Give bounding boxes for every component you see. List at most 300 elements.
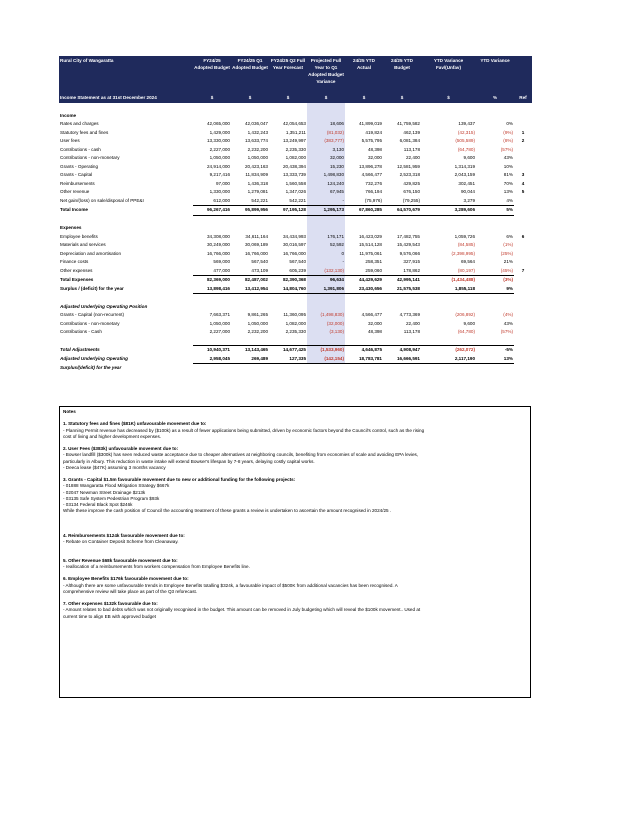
row-value: (42,315) — [457, 129, 475, 135]
spacer-cell — [231, 364, 269, 373]
section-title: Income — [60, 112, 77, 118]
table-row — [59, 328, 532, 337]
spacer-cell — [307, 112, 345, 121]
table-row — [59, 146, 532, 155]
row-value: 13,898,416 — [193, 285, 231, 294]
row-value: 13,333,739 — [283, 172, 306, 177]
spacer-cell — [231, 215, 269, 224]
spacer-cell — [345, 337, 383, 346]
adjusted-surplus-row — [59, 355, 532, 364]
row-ref: 7 — [521, 267, 525, 273]
spacer-cell — [514, 294, 532, 303]
row-label: Employee benefits — [60, 233, 98, 239]
spacer-cell — [383, 337, 421, 346]
spacer-cell — [421, 364, 476, 373]
row-value: 15,429,543 — [397, 242, 420, 247]
total-adjustments-row — [59, 346, 532, 355]
spacer-cell — [345, 303, 383, 312]
row-value: 612,000 — [213, 197, 230, 203]
row-label: Contributions - non-monetary — [60, 155, 120, 160]
spacer-cell — [345, 112, 383, 121]
row-ref: 6 — [521, 233, 525, 239]
row-value: 67,860,285 — [345, 206, 383, 216]
row-value: 13,249,997 — [283, 138, 306, 143]
row-label: Adjusted Underlying Operating — [60, 355, 128, 361]
row-ref — [514, 320, 532, 329]
row-label: Contributions - cash — [60, 146, 101, 152]
row-value: 9,217,416 — [209, 172, 230, 177]
row-value: 473,109 — [251, 267, 268, 273]
spacer-cell — [345, 224, 383, 233]
row-value: 1,050,000 — [247, 155, 268, 160]
spacer-cell — [514, 215, 532, 224]
spacer-cell — [514, 224, 532, 233]
row-value: (45%) — [500, 267, 513, 273]
income-statement-table — [59, 56, 532, 373]
row-value: 1,498,830 — [307, 171, 345, 180]
row-value: 42,065,000 — [207, 121, 230, 126]
row-value: 2,227,000 — [209, 146, 230, 152]
row-value: 14,677,425 — [269, 346, 307, 355]
spacer-cell — [421, 103, 476, 112]
row-label: User fees — [60, 138, 80, 143]
note-heading: 7. Other expenses $132k favourable due to: — [63, 601, 158, 607]
note-line: - Bowser landfill ($300k) has seen reduced waste acceptance due to cheaper alternatives at neighboring councils, benefiting from economies of scale and avoiding EPA levies, — [63, 452, 419, 458]
row-value: 113,178 — [403, 329, 420, 334]
column-header: FY24/25 Adopted Budget — [193, 56, 231, 92]
notes-title: Notes — [63, 409, 76, 414]
row-value: 176,171 — [307, 233, 345, 242]
row-value: 327,915 — [403, 259, 420, 264]
row-value: (79,255) — [402, 197, 420, 203]
spacer-cell — [476, 303, 514, 312]
spacer-cell — [193, 337, 231, 346]
spacer-cell — [231, 337, 269, 346]
row-value: 6,081,384 — [399, 138, 420, 143]
spacer-cell — [383, 224, 421, 233]
row-value: 96,634 — [307, 276, 345, 285]
header-units-row — [59, 92, 532, 103]
unit-label: $ — [231, 92, 269, 103]
total-income-row — [59, 206, 532, 216]
row-value: (4%) — [503, 312, 513, 317]
table-row — [59, 154, 532, 163]
note-line: comprehensive review will take place as part of the Q3 reforecast. — [63, 588, 198, 594]
row-label: Contributions - Cash — [60, 329, 102, 334]
spacer-cell — [421, 294, 476, 303]
row-value: (3%) — [476, 276, 514, 285]
row-value: 44,429,629 — [345, 276, 383, 285]
note-line: - 02047 Newman Street Drainage $213k — [63, 489, 146, 495]
row-value: 82,487,002 — [231, 276, 269, 285]
row-value: 32,000 — [307, 154, 345, 163]
row-value: 542,221 — [251, 197, 268, 203]
row-value: 1,855,118 — [421, 285, 476, 294]
row-value: 18,606 — [307, 120, 345, 129]
spacer-cell — [269, 337, 307, 346]
row-value: 1,314,319 — [454, 163, 475, 169]
table-row — [59, 258, 532, 267]
spacer-cell — [476, 215, 514, 224]
row-ref — [514, 197, 532, 206]
note-heading: 1. Statutory fees and fines ($81K) unfavourable movement due to: — [63, 421, 207, 427]
row-value: 2,043,159 — [454, 172, 475, 177]
row-value: 52,592 — [307, 241, 345, 250]
row-ref — [514, 146, 532, 155]
note-line: cost of living and higher development expenses. — [63, 433, 162, 439]
row-value: 4,566,477 — [361, 312, 382, 317]
spacer-cell — [269, 364, 307, 373]
row-value: (1,434,488) — [421, 276, 476, 285]
row-value: (3,130) — [307, 328, 345, 337]
column-header: YTD Variance Fav/(Unfav) — [421, 56, 476, 92]
spacer-cell — [59, 215, 193, 224]
row-value: (8%) — [503, 138, 513, 143]
table-row — [59, 311, 532, 320]
spacer-cell — [345, 215, 383, 224]
row-label: Other revenue — [60, 189, 90, 194]
row-label: Grants - Capital — [60, 172, 93, 177]
note-heading: 6. Employee Benefits $176k favourable movement due to: — [63, 576, 189, 582]
row-value: 95,899,956 — [231, 206, 269, 216]
row-value: 12,581,959 — [397, 163, 420, 169]
row-value: 1,050,000 — [209, 320, 230, 326]
spacer-cell — [193, 224, 231, 233]
column-header: 24/25 YTD Actual — [345, 56, 383, 92]
row-value: 178,862 — [403, 267, 420, 273]
row-ref — [514, 120, 532, 129]
table-row — [59, 171, 532, 180]
row-value: 43% — [503, 320, 513, 326]
row-value: 41,899,019 — [359, 121, 382, 126]
row-value: (9%) — [503, 129, 513, 135]
row-value: 0 — [307, 250, 345, 259]
row-value: 10% — [503, 163, 513, 169]
surplus-row — [59, 285, 532, 294]
row-ref — [514, 355, 532, 364]
table-row — [59, 250, 532, 259]
unit-label: $ — [269, 92, 307, 103]
note-heading: 3. Grants - Capital $1.5m favourable movement due to new or additional funding for the following projects: — [63, 477, 296, 483]
spacer-cell — [231, 303, 269, 312]
spacer-cell — [421, 303, 476, 312]
row-ref — [514, 206, 532, 216]
row-value: 1,330,000 — [209, 189, 230, 194]
unit-label: $ — [307, 92, 345, 103]
row-value: 48,398 — [367, 146, 382, 152]
spacer-cell — [307, 364, 345, 373]
row-value: 605,239 — [289, 267, 306, 273]
row-value: 32,000 — [367, 155, 382, 160]
row-value: 0% — [506, 121, 513, 126]
row-value: 81% — [503, 172, 513, 177]
spacer-cell — [421, 215, 476, 224]
row-value: (84,585) — [457, 242, 475, 247]
spacer-cell — [307, 215, 345, 224]
notes-box — [59, 406, 531, 698]
row-value: 567,540 — [289, 259, 306, 264]
row-value: 2,117,190 — [421, 355, 476, 364]
row-value: 1,436,318 — [247, 180, 268, 186]
spacer-cell — [307, 303, 345, 312]
row-value: 13,633,774 — [245, 138, 268, 143]
row-value: (262,072) — [421, 346, 476, 355]
spacer-cell — [307, 337, 345, 346]
row-label: Total Adjustments — [60, 346, 100, 352]
row-value: 732,276 — [365, 180, 382, 186]
table-row — [59, 163, 532, 172]
entity-name: Rural City of Wangaratta — [59, 56, 193, 92]
row-value: 24,914,000 — [207, 163, 230, 169]
note-line: - Deeca lease ($47K) assuming 3 months vacancy — [63, 464, 166, 470]
row-value: 302,451 — [458, 180, 475, 186]
row-value: 11,975,061 — [359, 250, 382, 256]
row-value: 82,369,000 — [193, 276, 231, 285]
table-row — [59, 241, 532, 250]
row-value: 22,400 — [405, 155, 420, 160]
row-value: 11,834,909 — [245, 172, 268, 177]
note-line: - Rebate on Container Deposit Scheme from Cleanaway. — [63, 539, 179, 545]
row-value: (57%) — [500, 146, 513, 152]
spacer-cell — [383, 112, 421, 121]
row-value: 22,400 — [405, 320, 420, 326]
row-value: (132,130) — [307, 267, 345, 276]
row-ref — [514, 276, 532, 285]
section-title: Expenses — [60, 225, 82, 230]
row-ref — [514, 346, 532, 355]
row-value: (32,000) — [307, 320, 345, 329]
spacer-cell — [307, 294, 345, 303]
row-value: 96,267,416 — [193, 206, 231, 216]
table-row — [59, 320, 532, 329]
row-ref — [514, 163, 532, 172]
row-value: 269,489 — [231, 355, 269, 364]
row-value: 1,347,026 — [285, 189, 306, 194]
row-value: 2,958,045 — [193, 355, 231, 364]
row-ref: 4 — [521, 180, 525, 186]
row-value: 2,232,200 — [247, 146, 268, 152]
table-row — [59, 137, 532, 146]
row-value: 30,249,000 — [207, 242, 230, 247]
row-value: (1%) — [503, 242, 513, 247]
row-value: 9,600 — [463, 320, 475, 326]
unit-label: $ — [383, 92, 421, 103]
spacer-cell — [269, 224, 307, 233]
unit-label: $ — [345, 92, 383, 103]
row-value: 34,434,993 — [283, 233, 306, 239]
row-value: 16,766,000 — [207, 250, 230, 256]
row-value: 14,804,760 — [269, 285, 307, 294]
spacer-cell — [383, 215, 421, 224]
row-value: 477,000 — [213, 267, 230, 273]
row-value: 2,227,000 — [209, 329, 230, 334]
row-value: 124,240 — [307, 180, 345, 189]
row-label: Total Expenses — [60, 276, 94, 282]
row-label: Net gain/(loss) on sale/disposal of PPE&I — [60, 197, 144, 203]
row-value: 16,766,000 — [283, 250, 306, 256]
spacer-row — [59, 215, 532, 224]
row-value: 1,050,000 — [247, 320, 268, 326]
row-value: (142,154) — [307, 355, 345, 364]
row-value: 13% — [476, 355, 514, 364]
row-value: 3,289,606 — [421, 206, 476, 216]
row-value: 4% — [506, 197, 513, 203]
row-value: 7,663,371 — [209, 312, 230, 317]
row-value: 16,766,000 — [245, 250, 268, 256]
row-value: 13,330,000 — [207, 138, 230, 143]
row-value: 4,566,477 — [361, 172, 382, 177]
row-value: 69,564 — [460, 259, 475, 264]
spacer-cell — [193, 112, 231, 121]
row-value: 34,308,000 — [207, 233, 230, 239]
row-label: Other expenses — [60, 267, 93, 273]
row-value: 127,335 — [269, 355, 307, 364]
row-value: (2,398,995) — [451, 250, 475, 256]
row-value: 20,423,163 — [245, 163, 268, 169]
row-value: 676,150 — [403, 189, 420, 194]
row-value: 258,351 — [365, 259, 382, 264]
row-value: 1,082,000 — [285, 320, 306, 326]
spacer-cell — [269, 215, 307, 224]
row-value: 43% — [503, 155, 513, 160]
spacer-cell — [193, 364, 231, 373]
row-value: (206,892) — [455, 312, 475, 317]
spacer-cell — [307, 103, 345, 112]
spacer-cell — [193, 215, 231, 224]
row-value: 97,000 — [215, 180, 230, 186]
spacer-cell — [476, 337, 514, 346]
spacer-cell — [421, 112, 476, 121]
row-value: 13,143,465 — [231, 346, 269, 355]
spacer-row — [59, 294, 532, 303]
column-header: Projected Full Year to Q1 Adopted Budget Variance — [307, 56, 345, 92]
row-value: 5,575,795 — [361, 138, 382, 143]
row-value: (25%) — [500, 250, 513, 256]
row-value: 3,279 — [463, 197, 475, 203]
table-row — [59, 233, 532, 242]
row-label: Contributions - non-monetary — [60, 320, 120, 326]
row-ref: 5 — [521, 189, 525, 194]
row-label: Depreciation and amortisation — [60, 250, 122, 256]
row-value: 1,295,173 — [307, 206, 345, 216]
note-line: current time to align EB with approved budget — [63, 613, 156, 619]
row-value: (383,777) — [307, 137, 345, 146]
row-value: 4,646,875 — [345, 346, 383, 355]
column-header: FY24/25 Q1 Adopted Budget — [231, 56, 269, 92]
spacer-cell — [193, 294, 231, 303]
row-label: Total Income — [60, 207, 88, 212]
row-value: 569,000 — [213, 259, 230, 264]
row-value: 13% — [503, 189, 513, 194]
note-heading: 4. Reimbursements $124k favourable movement due to: — [63, 532, 185, 538]
row-value: - — [307, 258, 345, 267]
row-value: 13,412,954 — [231, 285, 269, 294]
note-line: - 03134 Federal Black Spot $246k — [63, 502, 133, 507]
spacer-cell — [514, 103, 532, 112]
row-ref — [514, 285, 532, 294]
row-label: Statutory fees and fines — [60, 129, 109, 135]
row-value: (81,032) — [307, 129, 345, 138]
row-value: (57%) — [500, 329, 513, 334]
row-value: 30,016,597 — [283, 242, 306, 247]
spacer-cell — [476, 364, 514, 373]
row-label: Grants - Capital (non-recurrent) — [60, 312, 125, 317]
row-value: 23,430,656 — [345, 285, 383, 294]
spacer-cell — [269, 112, 307, 121]
row-ref: 1 — [521, 129, 525, 135]
spacer-cell — [476, 294, 514, 303]
row-value: (1,498,830) — [307, 311, 345, 320]
note-line: - 03135 Safe System Pedestrian Program $93k — [63, 495, 160, 501]
row-value: 41,759,582 — [397, 121, 420, 126]
note-line: particularly in Albury. This reduction in waste intake will extend Bowser's lifespan by 7-8 years, delaying costly capital works. — [63, 458, 315, 464]
spacer-cell — [383, 294, 421, 303]
row-value: 10,940,371 — [193, 346, 231, 355]
row-value: 9,576,066 — [399, 250, 420, 256]
spacer-cell — [383, 303, 421, 312]
row-value: 32,000 — [367, 320, 382, 326]
row-ref — [514, 311, 532, 320]
section-heading — [59, 112, 532, 121]
row-value: 2,523,318 — [399, 172, 420, 177]
row-value: 97,195,128 — [269, 206, 307, 216]
row-label: Surplus/(deficit) for the year — [60, 364, 122, 370]
row-value: 1,279,081 — [247, 189, 268, 194]
spacer-cell — [231, 224, 269, 233]
note-heading: 5. Other Revenue $68k favourable movement due to: — [63, 557, 178, 563]
row-ref: 3 — [521, 172, 525, 177]
row-value: (75,976) — [364, 197, 382, 203]
row-value: 21,575,538 — [383, 285, 421, 294]
row-value: 9,861,265 — [247, 312, 268, 317]
note-line: - Planning Permit revenue has decreased by ($100k) as a result of fewer applications being submitted, driven by economic factors beyond the Council's control, such as the rising — [63, 427, 425, 433]
table-row — [59, 180, 532, 189]
row-value: 462,139 — [403, 129, 420, 135]
row-ref — [514, 154, 532, 163]
spacer-cell — [514, 337, 532, 346]
income-statement-sheet — [59, 56, 532, 373]
column-header: FY24/25 Q2 Full Year Forecast — [269, 56, 307, 92]
row-value: 766,194 — [365, 189, 382, 194]
row-label: Finance costs — [60, 259, 89, 264]
row-label: Grants - Operating — [60, 163, 99, 169]
row-value: 1,050,000 — [209, 155, 230, 160]
row-value: 1,351,211 — [285, 129, 306, 135]
section-title: Adjusted Underlying Operating Position — [60, 303, 148, 309]
row-value: 4,908,947 — [383, 346, 421, 355]
unit-label: % — [476, 92, 514, 103]
row-value: 15,230 — [307, 163, 345, 172]
spacer-cell — [383, 103, 421, 112]
row-value: (1,533,960) — [307, 346, 345, 355]
row-value: 259,060 — [365, 267, 382, 273]
row-value: 419,824 — [365, 129, 382, 135]
spacer-cell — [514, 364, 532, 373]
spacer-cell — [514, 303, 532, 312]
ref-header-spacer — [514, 56, 532, 92]
column-header: YTD Variance — [476, 56, 514, 92]
row-value: - — [307, 197, 345, 206]
row-value: 4,773,369 — [399, 312, 420, 317]
row-value: 1,429,000 — [209, 129, 230, 135]
spacer-cell — [383, 364, 421, 373]
row-label: Reimbursements — [60, 180, 95, 186]
spacer-cell — [476, 224, 514, 233]
row-value: 16,423,029 — [359, 233, 382, 239]
spacer-cell — [421, 337, 476, 346]
row-value: 34,611,164 — [245, 233, 268, 239]
row-value: 567,540 — [251, 259, 268, 264]
